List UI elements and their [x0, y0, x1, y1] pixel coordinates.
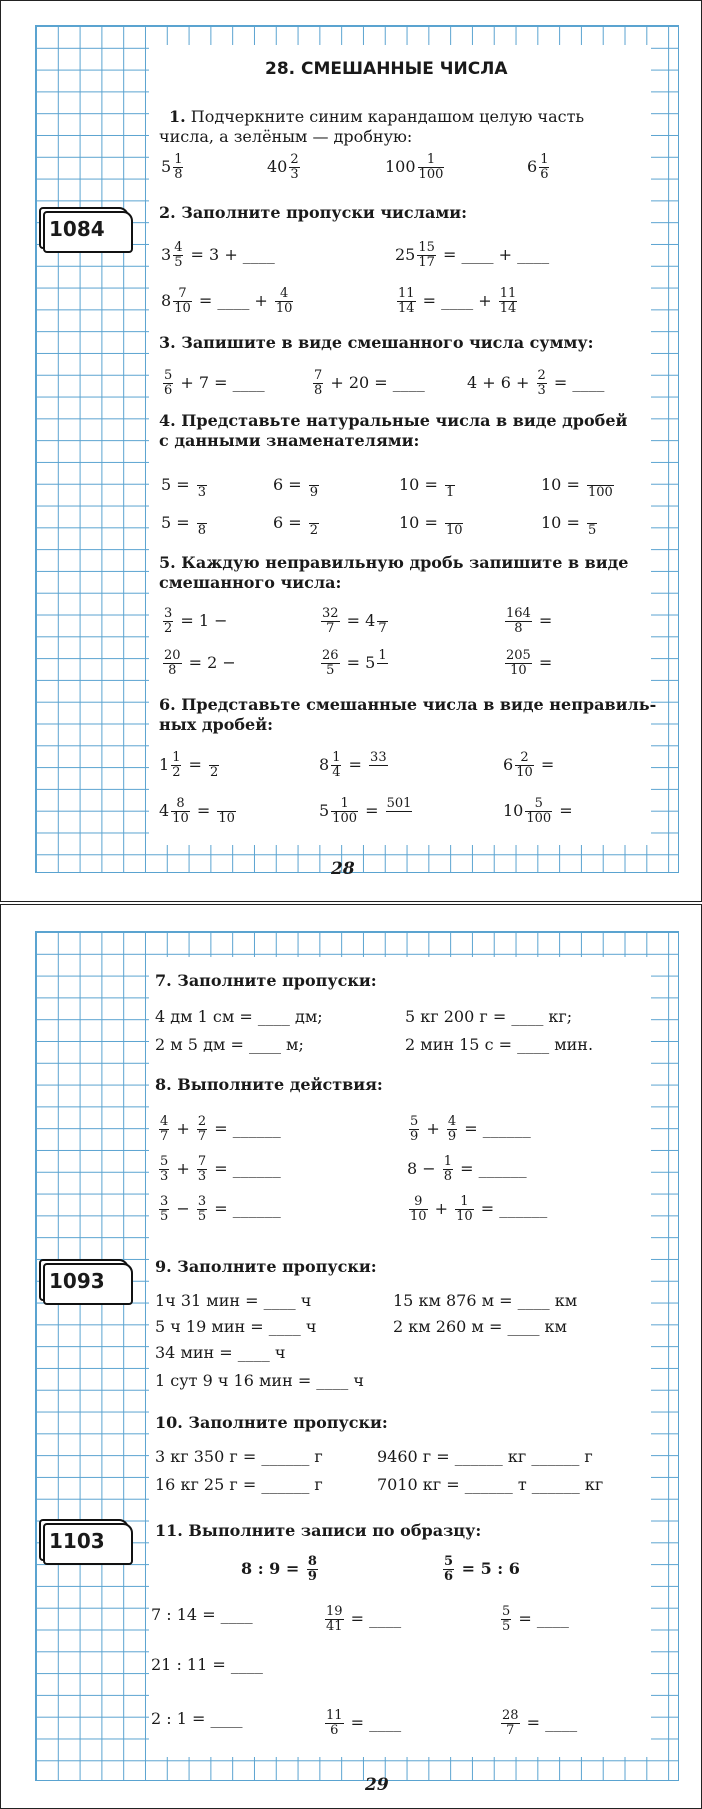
- ex7-title: 7. Заполните пропуски:: [155, 971, 377, 990]
- ex7-b: 5 кг 200 г = ____ кг;: [405, 1007, 573, 1026]
- ex5-item: $\frac{205}{10}$ =: [506, 648, 553, 678]
- ex6-item: 6 $\frac{2}{10}$ =: [503, 750, 555, 780]
- ex2-a: 3 $\frac{4}{5}$ = 3 + ____: [161, 240, 275, 270]
- ex5-title-line2: смешанного числа:: [159, 573, 342, 592]
- ex11-item: $\frac{19}{41}$ = ____: [326, 1604, 402, 1634]
- ex11-sample1: 8 : 9 = $\frac{8}{9}$: [241, 1554, 317, 1584]
- ex8-title: 8. Выполните действия:: [155, 1075, 383, 1094]
- ex5-item: $\frac{3}{2}$ = 1 −: [164, 606, 228, 636]
- ex11-item: 7 : 14 = ____: [151, 1605, 253, 1624]
- ex11-item: $\frac{5}{5}$ = ____: [502, 1604, 569, 1634]
- ex11-sample2: $\frac{5}{6}$ = 5 : 6: [444, 1554, 520, 1584]
- ex7-d: 2 мин 15 с = ____ мин.: [405, 1035, 594, 1054]
- task-badge-1093: [35, 1257, 131, 1303]
- ex11-item: 21 : 11 = ____: [151, 1655, 263, 1674]
- ex2-d: $\frac{11}{14}$ = ____ + $\frac{11}{14}$: [398, 286, 517, 316]
- ex8-c: $\frac{5}{3}$ + $\frac{7}{3}$ = ______: [160, 1154, 281, 1184]
- ex9-title: 9. Заполните пропуски:: [155, 1257, 377, 1276]
- ex9-a: 1ч 31 мин = ____ ч: [155, 1291, 312, 1310]
- ex6-title-line2: ных дробей:: [159, 715, 274, 734]
- ex1-text-line1: 1. Подчеркните синим карандашом целую часть: [169, 107, 585, 126]
- section-title: 28. СМЕШАННЫЕ ЧИСЛА: [265, 59, 508, 79]
- ex4-item: 10 = 100: [541, 475, 613, 500]
- ex1-text-line2: числа, а зелёным — дробную:: [159, 127, 413, 146]
- ex11-item: $\frac{11}{6}$ = ____: [326, 1708, 402, 1738]
- ex4-item: 5 = 3: [161, 475, 207, 500]
- task-badge-1103: [35, 1517, 131, 1563]
- ex4-item: 10 = 5: [541, 513, 597, 538]
- page-number: 28: [331, 859, 355, 879]
- ex5-item: $\frac{26}{5}$ = 5 1: [322, 648, 387, 678]
- ex10-b: 9460 г = ______ кг ______ г: [377, 1447, 593, 1466]
- badge-label: 1084: [49, 217, 105, 241]
- ex8-a: $\frac{4}{7}$ + $\frac{2}{7}$ = ______: [160, 1114, 281, 1144]
- ex5-item: $\frac{32}{7}$ = 4 7: [322, 606, 387, 636]
- ex1-item: 5 $\frac{1}{8}$: [161, 152, 183, 182]
- ex8-b: $\frac{5}{9}$ + $\frac{4}{9}$ = ______: [410, 1114, 531, 1144]
- ex4-title-line1: 4. Представьте натуральные числа в виде дробей: [159, 411, 628, 430]
- ex4-item: 5 = 8: [161, 513, 207, 538]
- ex9-f: 1 сут 9 ч 16 мин = ____ ч: [155, 1371, 364, 1390]
- ex10-d: 7010 кг = ______ т ______ кг: [377, 1475, 604, 1494]
- ex5-item: $\frac{20}{8}$ = 2 −: [164, 648, 236, 678]
- ex4-item: 10 = 1: [399, 475, 455, 500]
- ex10-a: 3 кг 350 г = ______ г: [155, 1447, 323, 1466]
- ex9-d: 2 км 260 м = ____ км: [393, 1317, 567, 1336]
- ex8-d: 8 − $\frac{1}{8}$ = ______: [407, 1154, 527, 1184]
- ex9-e: 34 мин = ____ ч: [155, 1343, 286, 1362]
- ex3-c: 4 + 6 + $\frac{2}{3}$ = ____: [467, 368, 605, 398]
- ex9-b: 15 км 876 м = ____ км: [393, 1291, 578, 1310]
- ex8-f: $\frac{9}{10}$ + $\frac{1}{10}$ = ______: [410, 1194, 548, 1224]
- ex4-item: 10 = 10: [399, 513, 463, 538]
- ex11-item: $\frac{28}{7}$ = ____: [502, 1708, 578, 1738]
- ex4-title-line2: с данными знаменателями:: [159, 431, 420, 450]
- ex6-item: 5 $\frac{1}{100}$ = 501: [319, 796, 412, 826]
- ex1-item: 100 $\frac{1}{100}$: [385, 152, 444, 182]
- ex6-item: 8 $\frac{1}{4}$ = 33: [319, 750, 387, 780]
- ex7-a: 4 дм 1 см = ____ дм;: [155, 1007, 323, 1026]
- ex11-title: 11. Выполните записи по образцу:: [155, 1521, 482, 1540]
- task-badge-1084: [35, 205, 131, 251]
- ex2-title: 2. Заполните пропуски числами:: [159, 203, 467, 222]
- ex5-item: $\frac{164}{8}$ =: [506, 606, 553, 636]
- ex3-title: 3. Запишите в виде смешанного числа сумму:: [159, 333, 594, 352]
- badge-label: 1093: [49, 1269, 105, 1293]
- ex3-a: $\frac{5}{6}$ + 7 = ____: [164, 368, 265, 398]
- ex6-item: 1 $\frac{1}{2}$ = 2: [159, 750, 219, 780]
- ex2-c: 8 $\frac{7}{10}$ = ____ + $\frac{4}{10}$: [161, 286, 293, 316]
- ex7-c: 2 м 5 дм = ____ м;: [155, 1035, 304, 1054]
- page-29: [0, 904, 702, 1809]
- ex11-item: 2 : 1 = ____: [151, 1709, 243, 1728]
- ex10-title: 10. Заполните пропуски:: [155, 1413, 388, 1432]
- ex4-item: 6 = 9: [273, 475, 319, 500]
- ex6-title-line1: 6. Представьте смешанные числа в виде неправиль-: [159, 695, 657, 714]
- ex6-item: 10 $\frac{5}{100}$ =: [503, 796, 573, 826]
- ex2-b: 25 $\frac{15}{17}$ = ____ + ____: [395, 240, 550, 270]
- ex1-item: 6 $\frac{1}{6}$: [527, 152, 549, 182]
- page-number: 29: [365, 1775, 389, 1795]
- ex5-title-line1: 5. Каждую неправильную дробь запишите в виде: [159, 553, 629, 572]
- ex8-e: $\frac{3}{5}$ − $\frac{3}{5}$ = ______: [160, 1194, 281, 1224]
- badge-label: 1103: [49, 1529, 105, 1553]
- ex9-c: 5 ч 19 мин = ____ ч: [155, 1317, 317, 1336]
- page-28: [0, 0, 702, 902]
- ex6-item: 4 $\frac{8}{10}$ = 10: [159, 796, 235, 826]
- ex10-c: 16 кг 25 г = ______ г: [155, 1475, 323, 1494]
- ex4-item: 6 = 2: [273, 513, 319, 538]
- ex3-b: $\frac{7}{8}$ + 20 = ____: [314, 368, 425, 398]
- ex1-item: 40 $\frac{2}{3}$: [267, 152, 299, 182]
